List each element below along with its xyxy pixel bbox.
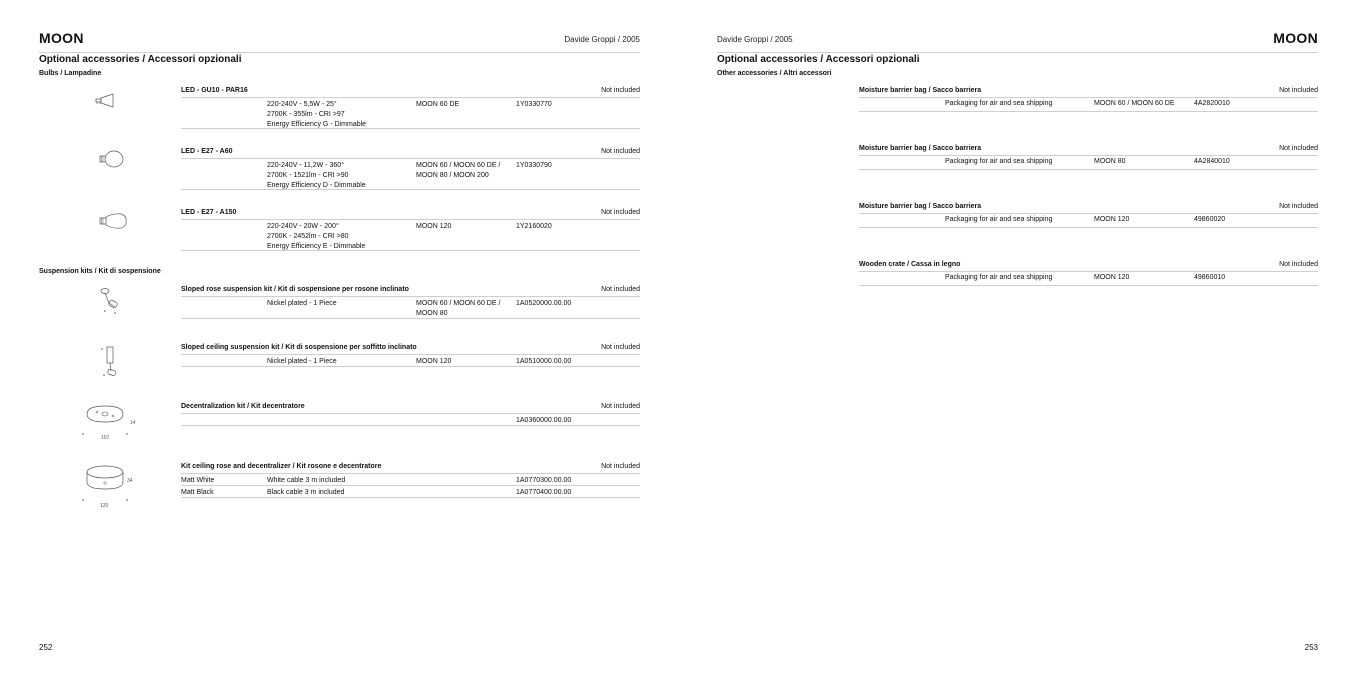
accessory-item: [39, 285, 640, 321]
item-model: MOON 120: [416, 358, 452, 365]
item-model: MOON 120: [1094, 274, 1130, 281]
item-header: [181, 462, 640, 474]
designer-credit: Davide Groppi / 2005: [717, 35, 793, 44]
brand-title: MOON: [39, 30, 84, 46]
item-row: [859, 214, 1318, 228]
item-model: MOON 60 / MOON 60 DE: [1094, 100, 1175, 107]
item-row: [181, 355, 640, 367]
item-row: [181, 474, 640, 486]
item-code: 1A0770400.00.00: [516, 489, 572, 496]
page-header: [717, 30, 1318, 53]
item-name: Decentralization kit / Kit decentratore: [181, 403, 305, 410]
led-e27-a60-bulb-icon: [77, 147, 137, 187]
item-header: [181, 285, 640, 297]
item-spec: Packaging for air and sea shipping: [945, 274, 1053, 281]
accessory-item: [859, 202, 1318, 228]
dimension-label: 107: [101, 435, 110, 441]
item-header: [181, 402, 640, 414]
item-header: [181, 343, 640, 355]
item-spec: Packaging for air and sea shipping: [945, 158, 1053, 165]
item-spec: 220-240V - 11,2W - 360° 2700K - 1521lm - CRI >90 Energy Efficiency D - Dimmable: [267, 162, 366, 189]
item-code: 1A0360000.00.00: [516, 417, 572, 424]
item-name: LED - GU10 - PAR16: [181, 87, 248, 94]
item-name: Moisture barrier bag / Sacco barriera: [859, 145, 982, 152]
item-code: 1Y0330790: [516, 162, 552, 169]
brand-title: MOON: [1273, 30, 1318, 46]
item-code: 1Y0330770: [516, 101, 552, 108]
item-status: Not included: [1279, 203, 1318, 210]
item-row: [859, 98, 1318, 112]
item-code: 49860010: [1194, 274, 1226, 281]
item-model: MOON 60 / MOON 60 DE / MOON 80 / MOON 200: [416, 162, 501, 179]
item-code: 49860020: [1194, 216, 1226, 223]
item-status: Not included: [601, 463, 640, 470]
led-gu10-bulb-icon: [77, 86, 137, 126]
item-row: [859, 156, 1318, 170]
item-row: [181, 220, 640, 251]
item-name: Kit ceiling rose and decentralizer / Kit rosone e decentratore: [181, 463, 382, 470]
item-header: [181, 86, 640, 98]
sloped-rose-kit-icon: [77, 285, 137, 321]
item-spec: Black cable 3 m included: [267, 489, 345, 496]
svg-text:34: 34: [127, 478, 133, 484]
accessory-item: [859, 86, 1318, 112]
item-header: [859, 86, 1318, 98]
sloped-ceiling-kit-icon: [77, 343, 137, 383]
item-status: Not included: [601, 148, 640, 155]
section-title: Optional accessories / Accessori opzionali: [717, 54, 920, 65]
item-status: Not included: [1279, 145, 1318, 152]
item-code: 1Y2160020: [516, 223, 552, 230]
item-row: [859, 272, 1318, 286]
right-page: [717, 0, 1318, 678]
item-status: Not included: [1279, 261, 1318, 268]
page-number: 252: [39, 643, 53, 652]
item-header: [181, 208, 640, 220]
item-spec: 220-240V - 20W - 200° 2700K - 2452lm - CRI >80 Energy Efficiency E - Dimmable: [267, 223, 366, 250]
item-name: LED - E27 - A150: [181, 209, 237, 216]
designer-credit: Davide Groppi / 2005: [564, 35, 640, 44]
item-name: Sloped ceiling suspension kit / Kit di sospensione per soffitto inclinato: [181, 344, 417, 351]
item-code: 1A0510000.00.00: [516, 358, 572, 365]
item-code: 4A2840010: [1194, 158, 1230, 165]
suspension-subsection-label: Suspension kits / Kit di sospensione: [39, 268, 161, 275]
accessory-item: [39, 402, 640, 446]
item-spec: Nickel plated - 1 Piece: [267, 358, 337, 365]
item-status: Not included: [601, 403, 640, 410]
item-name: Moisture barrier bag / Sacco barriera: [859, 203, 982, 210]
section-title: Optional accessories / Accessori opzionali: [39, 54, 242, 65]
led-e27-a150-bulb-icon: [77, 208, 137, 248]
item-name: Sloped rose suspension kit / Kit di sospensione per rosone inclinato: [181, 286, 409, 293]
left-page: [39, 0, 640, 678]
item-row: [181, 414, 640, 426]
other-subsection-label: Other accessories / Altri accessori: [717, 70, 832, 77]
item-name: LED - E27 - A60: [181, 148, 233, 155]
item-name: Moisture barrier bag / Sacco barriera: [859, 87, 982, 94]
item-status: Not included: [601, 209, 640, 216]
accessory-item: [39, 343, 640, 383]
item-status: Not included: [601, 286, 640, 293]
item-header: [181, 147, 640, 159]
accessory-item: [39, 208, 640, 252]
accessory-item: [859, 260, 1318, 286]
item-name: Wooden crate / Cassa in legno: [859, 261, 961, 268]
bulbs-subsection-label: Bulbs / Lampadine: [39, 70, 102, 77]
item-spec: Packaging for air and sea shipping: [945, 216, 1053, 223]
item-finish: Matt White: [181, 477, 215, 484]
accessory-item: [39, 462, 640, 510]
item-row: [181, 98, 640, 129]
dimension-label: 120: [100, 503, 109, 509]
page-number: 253: [1304, 643, 1318, 652]
accessory-item: [859, 144, 1318, 170]
ceiling-rose-decentralizer-icon: [77, 462, 137, 502]
item-status: Not included: [601, 344, 640, 351]
item-spec: White cable 3 m included: [267, 477, 346, 484]
item-header: [859, 260, 1318, 272]
page-header: [39, 30, 640, 53]
item-status: Not included: [1279, 87, 1318, 94]
svg-text:14: 14: [130, 420, 136, 426]
item-code: 1A0520000.00.00: [516, 300, 572, 307]
item-model: MOON 80: [1094, 158, 1126, 165]
item-spec: Packaging for air and sea shipping: [945, 100, 1053, 107]
item-spec: 220-240V - 5,5W - 25° 2700K - 355lm - CRI >97 Energy Efficiency G - Dimmable: [267, 101, 367, 128]
item-code: 4A2820010: [1194, 100, 1230, 107]
item-spec: Nickel plated - 1 Piece: [267, 300, 337, 307]
item-row: [181, 486, 640, 498]
item-code: 1A0770300.00.00: [516, 477, 572, 484]
item-status: Not included: [601, 87, 640, 94]
item-model: MOON 120: [1094, 216, 1130, 223]
item-row: [181, 159, 640, 190]
item-model: MOON 60 / MOON 60 DE / MOON 80: [416, 300, 501, 317]
item-finish: Matt Black: [181, 489, 214, 496]
item-header: [859, 202, 1318, 214]
item-header: [859, 144, 1318, 156]
item-row: [181, 297, 640, 319]
item-model: MOON 120: [416, 223, 452, 230]
item-model: MOON 60 DE: [416, 101, 460, 108]
accessory-item: [39, 147, 640, 191]
accessory-item: [39, 86, 640, 130]
